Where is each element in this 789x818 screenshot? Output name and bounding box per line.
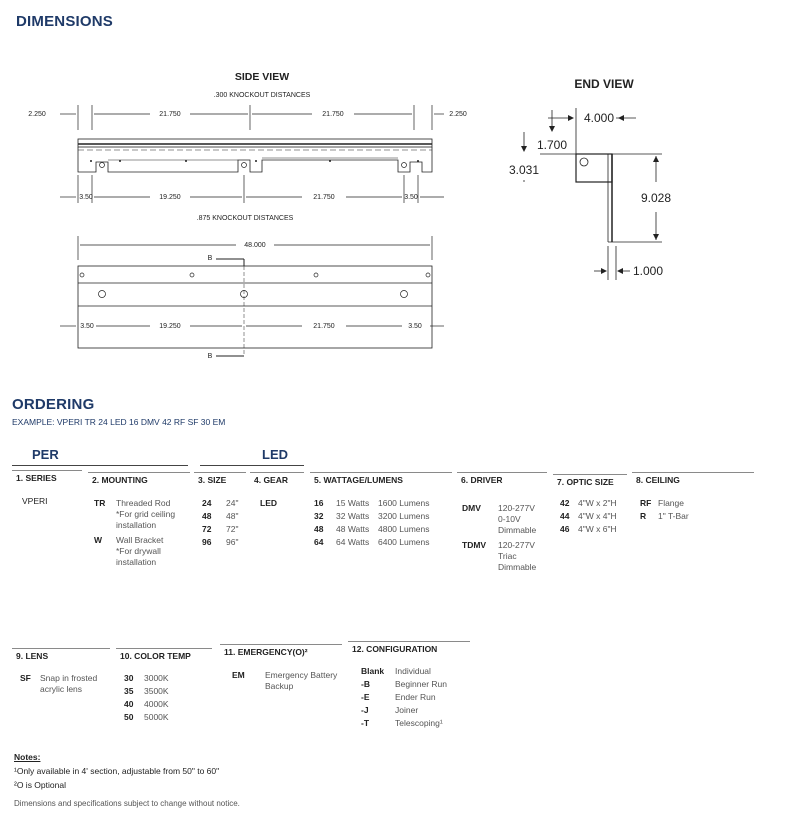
- end-bottom-width-label: 1.000: [632, 264, 664, 278]
- section-mark-top: B: [207, 255, 213, 262]
- col-emergency: 11. EMERGENCY(O)²: [220, 644, 342, 660]
- driver-options: DMV 120-277V 0-10V Dimmable TDMV 120-277V Triac Dimmable: [462, 503, 537, 572]
- col-gear: 4. GEAR: [250, 472, 304, 488]
- configuration-options: Blank Individual -B Beginner Run -E Ender Run -J Joiner -T Telescoping¹: [361, 666, 447, 728]
- plan-length-label: 48.000: [244, 242, 266, 249]
- plan-end-a-label: 3.50: [80, 323, 94, 330]
- series-option: VPERI: [22, 496, 48, 506]
- disclaimer: Dimensions and specifications subject to change without notice.: [14, 799, 240, 808]
- plan-span-a-label: 19.250: [159, 323, 181, 330]
- color-temp-options: 30 3000K 35 3500K 40 4000K 50 5000K: [124, 673, 169, 722]
- left-overhang-label: 2.250: [28, 111, 46, 118]
- group-led-rule: [200, 465, 304, 466]
- group-led-label: LED: [262, 447, 288, 462]
- plan-end-b-label: 3.50: [408, 323, 422, 330]
- bottom-span-a-label: 19.250: [159, 194, 181, 201]
- col-series: 1. SERIES: [12, 470, 82, 486]
- top-span-b-label: 21.750: [322, 111, 344, 118]
- col-mounting: 2. MOUNTING: [88, 472, 190, 488]
- end-view-drawing: [490, 70, 700, 290]
- col-color-temp: 10. COLOR TEMP: [116, 648, 212, 664]
- end-width-top-label: 4.000: [583, 111, 615, 125]
- gear-option: LED: [260, 498, 277, 508]
- top-span-a-label: 21.750: [159, 111, 181, 118]
- mounting-option-tr: TR Threaded Rod *For grid ceiling installation W Wall Bracket *For drywall installation: [94, 498, 176, 567]
- col-lens: 9. LENS: [12, 648, 110, 664]
- dimensions-title: DIMENSIONS: [16, 13, 114, 30]
- size-options: 24 24" 48 48" 72 72" 96 96": [202, 498, 239, 547]
- col-ceiling: 8. CEILING: [632, 472, 754, 488]
- col-size: 3. SIZE: [194, 472, 246, 488]
- group-per-label: PER: [32, 447, 59, 462]
- end-offset-label: 1.700: [536, 138, 568, 152]
- end-right-height-label: 9.028: [640, 191, 672, 205]
- right-overhang-label: 2.250: [449, 111, 467, 118]
- notes-title: Notes:: [14, 752, 41, 762]
- end-view-title: END VIEW: [574, 77, 634, 91]
- col-wattage: 5. WATTAGE/LUMENS: [310, 472, 452, 488]
- bottom-span-b-label: 21.750: [313, 194, 335, 201]
- side-view-title: SIDE VIEW: [234, 71, 290, 83]
- bottom-end-a-label: 3.50: [79, 194, 93, 201]
- optic-options: 42 4"W x 2"H 44 4"W x 4"H 46 4"W x 6"H: [560, 498, 617, 534]
- col-configuration: 12. CONFIGURATION: [348, 641, 470, 657]
- col-optic: 7. OPTIC SIZE: [553, 474, 627, 490]
- group-per-rule: [12, 465, 188, 466]
- plan-span-b-label: 21.750: [313, 323, 335, 330]
- col-driver: 6. DRIVER: [457, 472, 547, 488]
- bottom-end-b-label: 3.50: [404, 194, 418, 201]
- section-mark-bottom: B: [207, 353, 213, 360]
- ceiling-options: RF Flange R 1" T-Bar: [640, 498, 689, 521]
- note-2: ²O is Optional: [14, 780, 66, 790]
- top-knockout-caption: .300 KNOCKOUT DISTANCES: [213, 92, 311, 99]
- ordering-example: EXAMPLE: VPERI TR 24 LED 16 DMV 42 RF SF 30 EM: [12, 417, 226, 427]
- ordering-title: ORDERING: [12, 396, 95, 413]
- wattage-options: 16 15 Watts 1600 Lumens 32 32 Watts 3200 Lumens 48 48 Watts 4800 Lumens 64 64 Watts 6400 Lumens: [314, 498, 430, 547]
- emergency-option: EM Emergency Battery Backup: [232, 670, 338, 691]
- note-1: ¹Only available in 4' section, adjustable from 50" to 60": [14, 766, 220, 776]
- side-view-drawing: [0, 60, 480, 370]
- lens-option: SF Snap in frosted acrylic lens: [20, 673, 98, 694]
- end-left-height-label: 3.031: [508, 163, 540, 177]
- bottom-knockout-caption: .875 KNOCKOUT DISTANCES: [196, 215, 294, 222]
